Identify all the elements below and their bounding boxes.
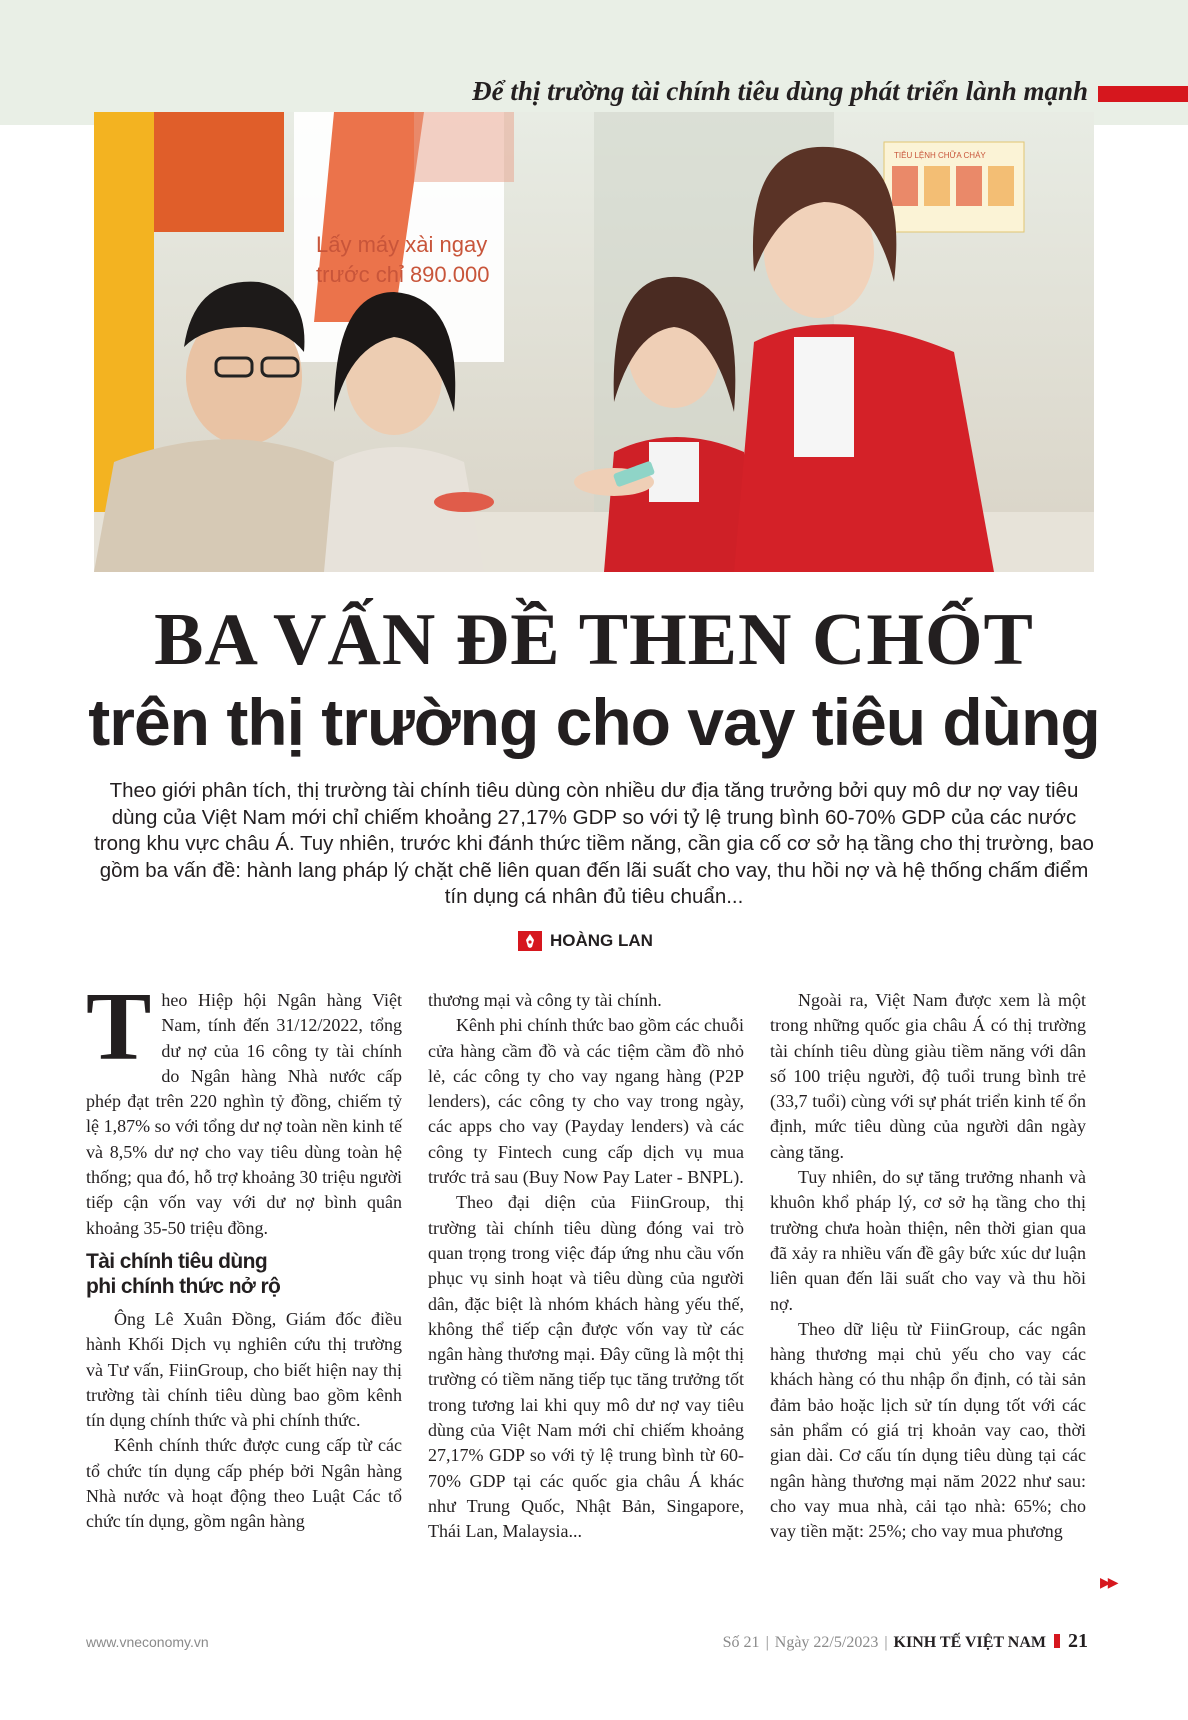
author-name: HOÀNG LAN	[550, 931, 653, 950]
sign-line1: Lấy máy xài ngay	[316, 232, 488, 257]
text-column-1	[86, 973, 402, 1535]
article-lede: Theo giới phân tích, thị trường tài chính tiêu dùng còn nhiều dư địa tăng trưởng bởi quy mô dư nợ vay tiêu dùng của Việt Nam mới chỉ chiếm khoảng 27,17% GDP so với tỷ lệ trung bình 60-70% GDP của các nước trong khu vực châu Á. Tuy nhiên, trước khi đánh thức tiềm năng, cần gia cố cơ sở hạ tầng cho thị trường, bao gồm ba vấn đề: hành lang pháp lý chặt chẽ liên quan đến lãi suất cho vay, thu hồi nợ và hệ thống chấm điểm tín dụng cá nhân đủ tiêu chuẩn...	[94, 779, 1094, 908]
pen-nib-icon	[518, 931, 542, 951]
footer-issue-info: Số 21 | Ngày 22/5/2023 | KINH TẾ VIỆT NAM 21	[722, 1630, 1088, 1652]
article-photo	[94, 112, 1094, 572]
drop-cap: T	[86, 973, 152, 1081]
paragraph: Theo dữ liệu từ FiinGroup, các ngân hàng thương mại chủ yếu cho vay các khách hàng có thu nhập ổn định, có tài sản đảm bảo hoặc lịch sử tín dụng tốt với các sản phẩm có giá trị khoản vay cao, thời gian dài. Cơ cấu tín dụng tiêu dùng tại các ngân hàng thương mại năm 2022 như sau: cho vay mua nhà, cải tạo nhà: 65%; cho vay tiền mặt: 25%; cho vay mua phương	[770, 1318, 1086, 1542]
magazine-name: KINH TẾ VIỆT NAM	[893, 1634, 1046, 1651]
section-accent-bar	[1098, 86, 1188, 102]
section-title: Để thị trường tài chính tiêu dùng phát triển lành mạnh	[472, 76, 1088, 106]
paragraph: Theo đại diện của FiinGroup, thị trường tài chính tiêu dùng đóng vai trò quan trọng trong việc đáp ứng nhu cầu vốn phục vụ sinh hoạt và tiêu dùng của người dân, đặc biệt là nhóm khách hàng yếu thế, không thể tiếp cận được vốn vay từ các ngân hàng thương mại. Đây cũng là một thị trường có tiềm năng tiếp tục tăng trưởng tốt trong tương lai khi quy mô dư nợ vay tiêu dùng của Việt Nam mới chỉ chiếm khoảng 27,17% GDP so với tỷ lệ trung bình từ 60-70% GDP tại các quốc gia châu Á khác như Trung Quốc, Nhật Bản, Singapore, Thái Lan, Malaysia...	[428, 1192, 744, 1542]
paragraph: Ngoài ra, Việt Nam được xem là một trong những quốc gia châu Á có thị trường tài chính tiêu dùng giàu tiềm năng với dân số 100 triệu người, độ tuổi trung bình trẻ (33,7 tuổi) cùng với sự phát triển kinh tế ổn định, mức tiêu dùng của người dân ngày càng tăng.	[770, 990, 1086, 1162]
page-number: 21	[1068, 1630, 1088, 1652]
paragraph: Tuy nhiên, do sự tăng trưởng nhanh và khuôn khổ pháp lý, cơ sở hạ tầng cho thị trường chưa hoàn thiện, nên thời gian qua đã xảy ra nhiều vấn đề gây bức xúc dư luận liên quan đến lãi suất cho vay và thu hồi nợ.	[770, 1167, 1086, 1314]
sign-line2: trước chỉ 890.000	[316, 262, 490, 287]
paragraph: Ông Lê Xuân Đồng, Giám đốc điều hành Khối Dịch vụ nghiên cứu thị trường và Tư vấn, FiinGroup, cho biết hiện nay thị trường tài chính tiêu dùng bao gồm kênh tín dụng chính thức và phi chính thức.	[86, 1308, 402, 1431]
subheading-line: Tài chính tiêu dùng	[86, 1249, 268, 1273]
byline	[518, 930, 653, 952]
footer-red-marker	[1054, 1634, 1060, 1648]
footer-url: www.vneconomy.vn	[86, 1634, 209, 1650]
text-column-2	[428, 988, 744, 1545]
paragraph: Kênh chính thức được cung cấp từ các tổ chức tín dụng cấp phép bởi Ngân hàng Nhà nước và hoạt động theo Luật Các tổ chức tín dụng, gồm ngân hàng	[86, 1435, 402, 1532]
issue-number: Số 21	[722, 1634, 760, 1651]
paragraph-text: heo Hiệp hội Ngân hàng Việt Nam, tính đến 31/12/2022, tổng dư nợ của 16 công ty tài chính do Ngân hàng Nhà nước cấp phép đạt trên 220 nghìn tỷ đồng, chiếm tỷ lệ 1,87% so với tổng dư nợ toàn nền kinh tế và 8,5% dư nợ cho vay tiêu dùng toàn hệ thống; qua đó, hỗ trợ khoảng 30 triệu người tiếp cận vốn vay với dư nợ bình quân khoảng 35-50 triệu đồng.	[86, 990, 402, 1238]
subheading-line: phi chính thức nở rộ	[86, 1274, 281, 1298]
paragraph: Kênh phi chính thức bao gồm các chuỗi cửa hàng cầm đồ và các tiệm cầm đồ nhỏ lẻ, các công ty cho vay ngang hàng (P2P lenders), các công ty cho vay trong ngày, các apps cho vay (Payday lenders) và các công ty Fintech cung cấp dịch vụ mua trước trả sau (Buy Now Pay Later - BNPL).	[428, 1015, 744, 1188]
headline-line2: trên thị trường cho vay tiêu dùng	[88, 685, 1100, 759]
text-column-3	[770, 988, 1086, 1545]
issue-date: Ngày 22/5/2023	[774, 1634, 879, 1651]
paragraph	[86, 973, 402, 1241]
subheading	[86, 1249, 402, 1299]
paragraph: thương mại và công ty tài chính.	[428, 990, 662, 1010]
store-scene-illustration	[94, 112, 1094, 572]
continue-arrow-icon: ▶▶	[1100, 1575, 1116, 1591]
headline-line1: BA VẤN ĐỀ THEN CHỐT	[154, 599, 1034, 681]
poster-title: TIÊU LỆNH CHỮA CHÁY	[894, 151, 986, 160]
